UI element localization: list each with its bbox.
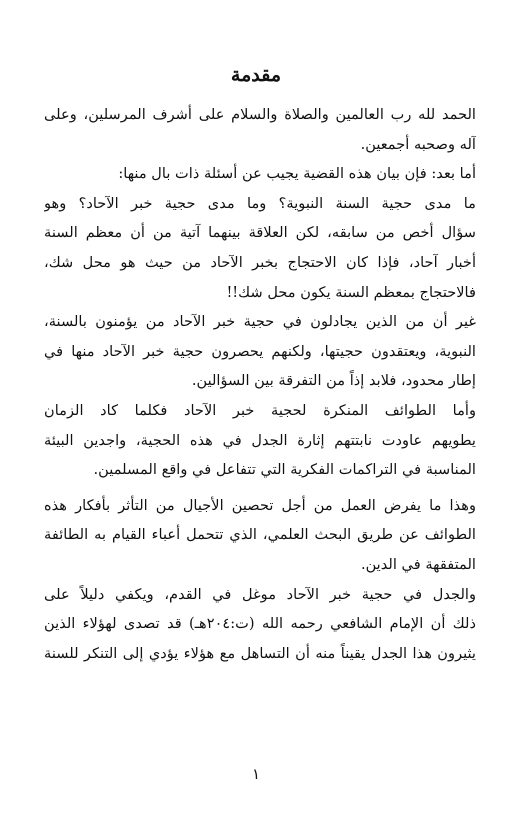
text-line: وأما الطوائف المنكرة لحجية خبر الآحاد فكلما كاد الزمان — [44, 401, 476, 419]
text-line: غير أن من الذين يجادلون في حجية خبر الآحاد من يؤمنون بالسنة، — [44, 313, 476, 331]
text-line: يطويهم عاودت نابتتهم إثارة الجدل في هذه الحجية، واجدين البيئة — [44, 431, 476, 449]
text-line: أما بعد: فإن بيان هذه القضية يجيب عن أسئلة ذات بال منها: — [118, 165, 476, 183]
text-line: المتفقهة في الدين. — [360, 555, 476, 573]
text-line: وهذا ما يفرض العمل من أجل تحصين الأجيال من التأثر بأفكار هذه — [44, 496, 476, 514]
text-line: أخبار آحاد، فإذا كان الاحتجاج بخبر الآحاد من حيث هو محل شك، — [44, 253, 476, 271]
text-line: ذلك أن الإمام الشافعي رحمه الله (ت:٢٠٤هـ) قد تصدى لهؤلاء الذين — [44, 615, 476, 633]
text-line: المناسبة في التراكمات الفكرية التي تتفاعل في واقع المسلمين. — [93, 461, 476, 479]
text-line: ما مدى حجية السنة النبوية؟ وما مدى حجية خبر الآحاد؟ وهو — [44, 194, 476, 212]
page-title: مقدمة — [230, 64, 282, 86]
page-number: ١ — [251, 765, 261, 783]
text-line: يثيرون هذا الجدل يقيناً منه أن التساهل مع هؤلاء يؤدي إلى التنكر للسنة — [44, 644, 476, 662]
text-line: النبوية، ويعتقدون حجيتها، ولكنهم يحصرون حجية خبر الآحاد منها في — [44, 342, 476, 360]
text-line: آله وصحبه أجمعين. — [360, 135, 476, 153]
text-line: الطوائف عن طريق البحث العلمي، الذي تتحمل أعباء القيام به الطائفة — [44, 526, 476, 544]
body-text — [44, 100, 476, 668]
text-line: إطار محدود، فلابد إذاً من التفرقة بين السؤالين. — [191, 372, 476, 390]
text-line: فالاحتجاج بمعظم السنة يكون محل شك!! — [226, 283, 476, 301]
text-line: الحمد لله رب العالمين والصلاة والسلام على أشرف المرسلين، وعلى — [44, 106, 476, 123]
text-line: سؤال أخص من سابقه، لكن العلاقة بينهما آتية من أن معظم السنة — [44, 224, 476, 242]
text-line: والجدل في حجية خبر الآحاد موغل في القدم، ويكفي دليلاً على — [44, 585, 476, 603]
